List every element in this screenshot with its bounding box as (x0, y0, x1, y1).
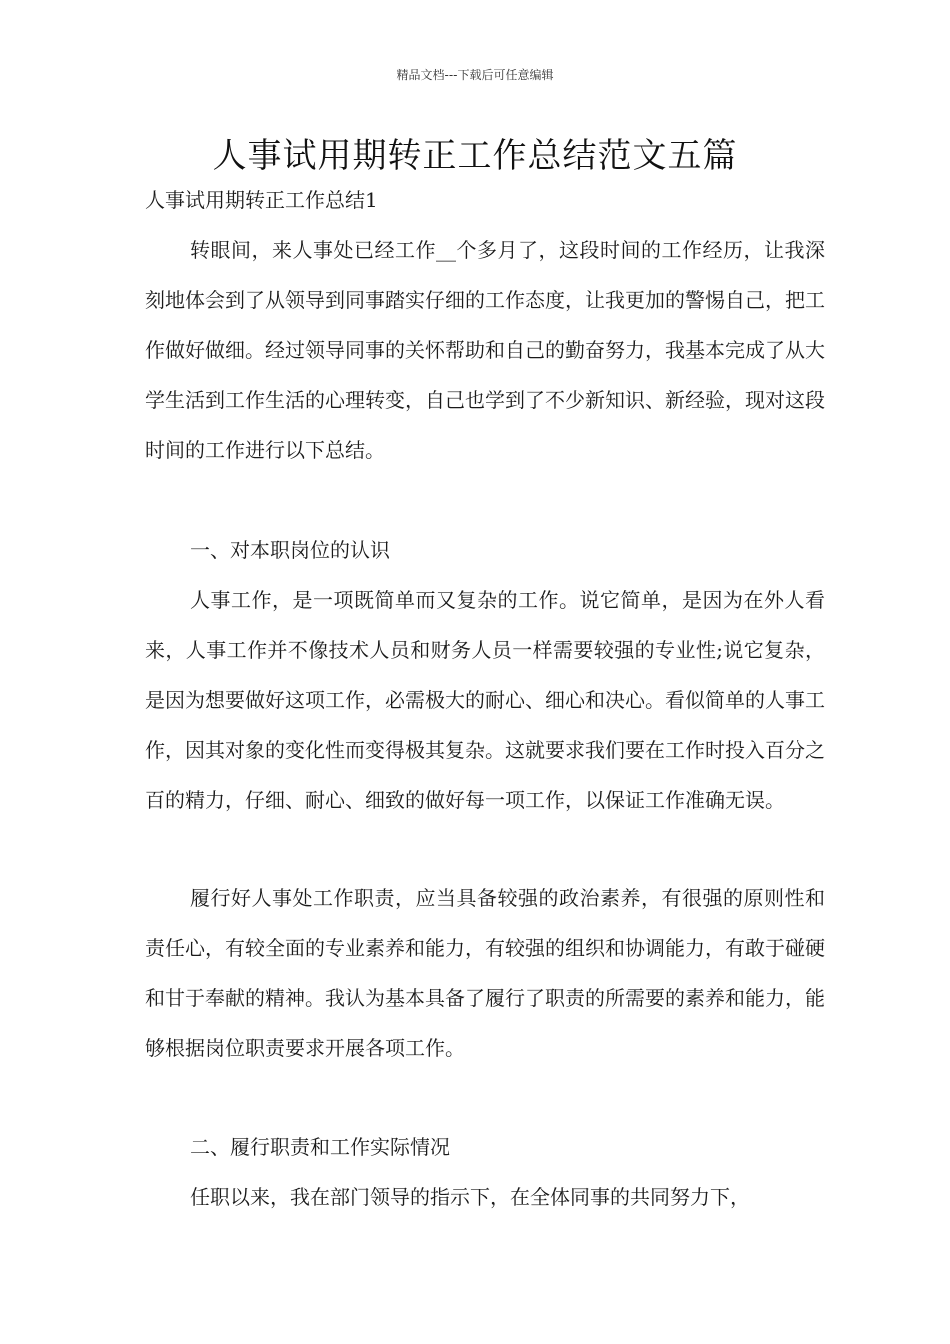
section-heading-1: 一、对本职岗位的认识 (190, 538, 390, 562)
paragraph-work-status: 任职以来，我在部门领导的指示下，在全体同事的共同努力下， (190, 1185, 750, 1209)
header-note: 精品文档---下载后可任意编辑 (396, 68, 554, 82)
document-title: 人事试用期转正工作总结范文五篇 (212, 136, 738, 176)
section-subtitle: 人事试用期转正工作总结1 (145, 188, 378, 212)
paragraph-role-understanding: 人事工作，是一项既简单而又复杂的工作。说它简单，是因为在外人看来，人事工作并不像技术人员和财务人员一样需要较强的专业性;说它复杂，是因为想要做好这项工作，必需极大的耐心、细心和决心。看似简单的人事工作，因其对象的变化性而变得极其复杂。这就要求我们要在工作时投入百分之百的精力，仔细、耐心、细致的做好每一项工作，以保证工作准确无误。 (145, 588, 825, 812)
paragraph-intro: 转眼间，来人事处已经工作__个多月了，这段时间的工作经历，让我深刻地体会到了从领导到同事踏实仔细的工作态度，让我更加的警惕自己，把工作做好做细。经过领导同事的关怀帮助和自己的勤奋努力，我基本完成了从大学生活到工作生活的心理转变，自己也学到了不少新知识、新经验，现对这段时间的工作进行以下总结。 (145, 238, 825, 462)
section-heading-2: 二、履行职责和工作实际情况 (190, 1135, 450, 1159)
paragraph-duties: 履行好人事处工作职责，应当具备较强的政治素养，有很强的原则性和责任心，有较全面的专业素养和能力，有较强的组织和协调能力，有敢于碰硬和甘于奉献的精神。我认为基本具备了履行了职责的所需要的素养和能力，能够根据岗位职责要求开展各项工作。 (145, 886, 825, 1060)
